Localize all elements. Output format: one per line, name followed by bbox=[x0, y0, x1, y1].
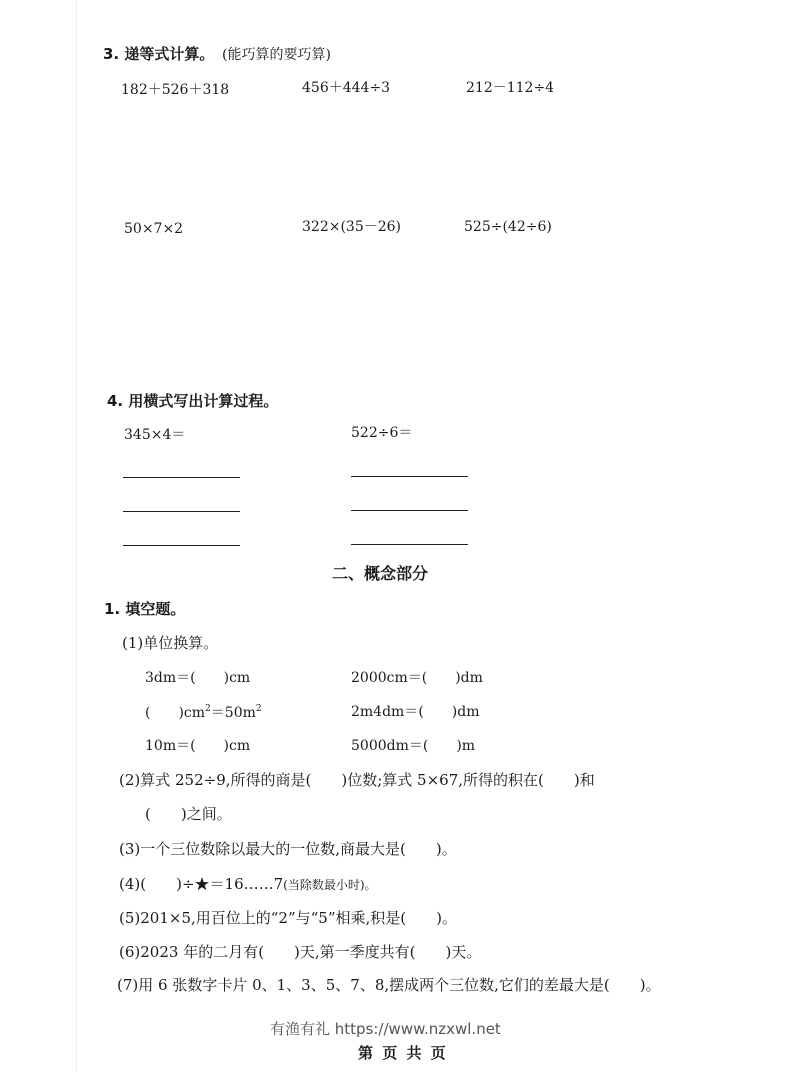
expression: 456＋444÷3 bbox=[302, 80, 391, 96]
section3-note: (能巧算的要巧算) bbox=[222, 47, 331, 63]
page-number: 第 页 共 页 bbox=[358, 1044, 448, 1062]
section4-heading: 4. 用横式写出计算过程。 bbox=[107, 392, 279, 410]
conversion-item: 2m4dm＝( )dm bbox=[351, 704, 480, 720]
answer-line bbox=[351, 544, 468, 545]
question-text: (2)算式 252÷9,所得的商是( )位数;算式 5×67,所得的积在( )和 bbox=[119, 771, 595, 789]
expression: 525÷(42÷6) bbox=[464, 219, 552, 235]
page-edge-shadow bbox=[76, 0, 77, 1072]
conversion-item: 10m＝( )cm bbox=[145, 738, 251, 754]
answer-line bbox=[351, 510, 468, 511]
question-text: (7)用 6 张数字卡片 0、1、3、5、7、8,摆成两个三位数,它们的差最大是( )。 bbox=[117, 976, 661, 994]
expression: 345×4＝ bbox=[124, 427, 186, 443]
question-text: (6)2023 年的二月有( )天,第一季度共有( )天。 bbox=[119, 943, 482, 961]
question-text: (3)一个三位数除以最大的一位数,商最大是( )。 bbox=[119, 840, 457, 858]
conversion-item: 3dm＝( )cm bbox=[145, 670, 251, 686]
answer-line bbox=[351, 476, 468, 477]
conversion-item: ( )$cm^2=50m^2$ bbox=[145, 704, 262, 721]
part2-title: 二、概念部分 bbox=[332, 564, 429, 583]
expression: 182＋526＋318 bbox=[121, 82, 230, 98]
expression: 212－112÷4 bbox=[466, 80, 555, 96]
expression: 50×7×2 bbox=[124, 221, 184, 237]
section3-heading: 3. 递等式计算。 bbox=[103, 45, 215, 63]
expression: 322×(35－26) bbox=[302, 219, 402, 235]
expression: 522÷6＝ bbox=[351, 425, 413, 441]
conversion-item: 2000cm＝( )dm bbox=[351, 670, 483, 686]
answer-line bbox=[123, 511, 240, 512]
fill-heading: 1. 填空题。 bbox=[104, 600, 186, 618]
answer-line bbox=[123, 545, 240, 546]
question-text: ( )之间。 bbox=[145, 805, 232, 823]
answer-line bbox=[123, 477, 240, 478]
conversion-item: 5000dm＝( )m bbox=[351, 738, 476, 754]
question-text: (4)( )÷★＝16……7(当除数最小时)。 bbox=[119, 875, 377, 893]
question-text: (5)201×5,用百位上的“2”与“5”相乘,积是( )。 bbox=[119, 909, 457, 927]
watermark: 有渔有礼 https://www.nzxwl.net bbox=[270, 1020, 501, 1038]
question-label: (1)单位换算。 bbox=[122, 634, 219, 652]
